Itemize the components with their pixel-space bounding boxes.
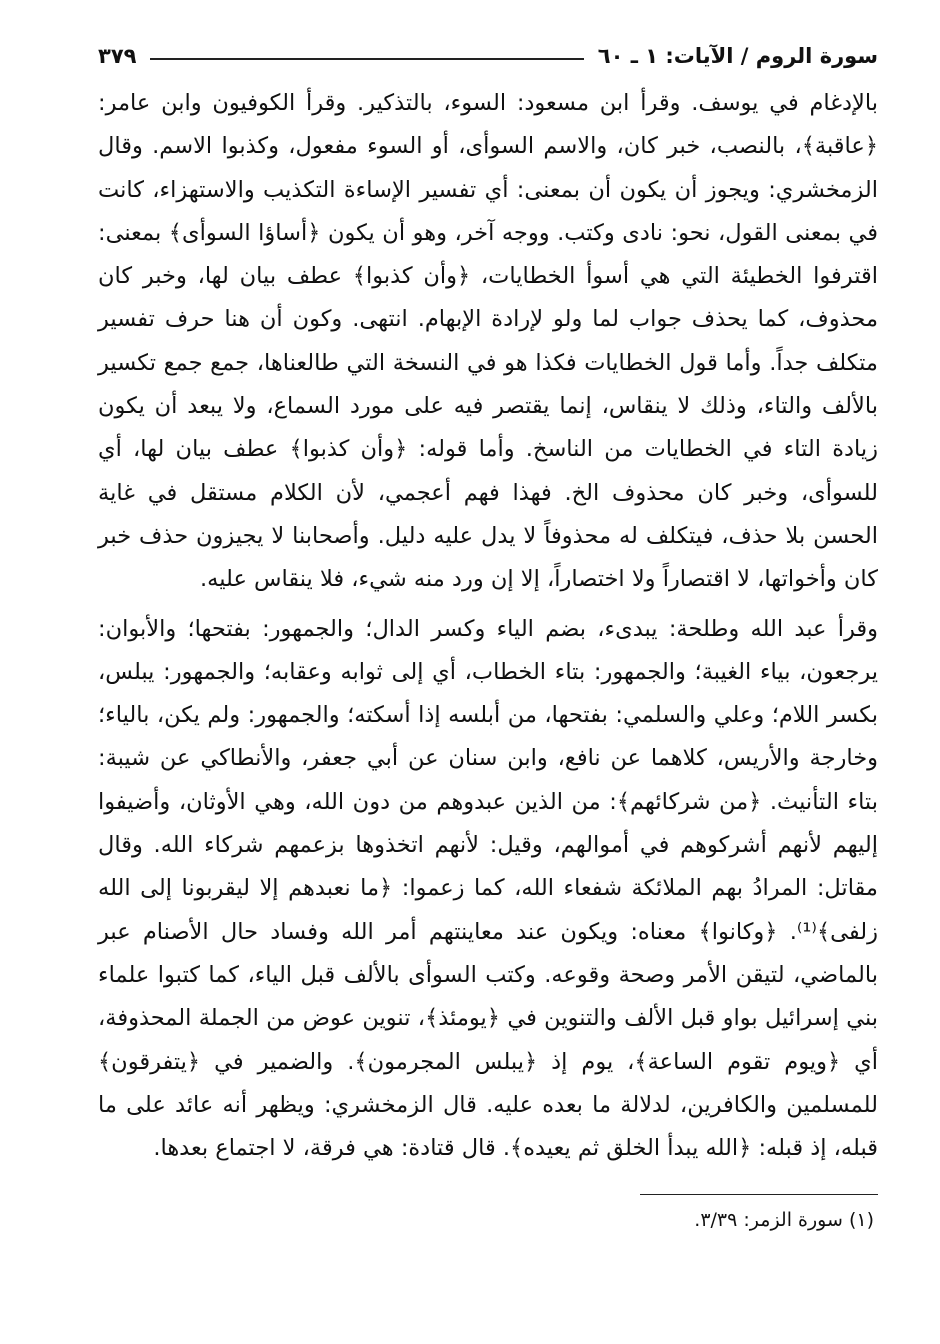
running-header [98, 36, 878, 76]
commentary-paragraph-1: بالإدغام في يوسف. وقرأ ابن مسعود: السوء، بالتذكير. وقرأ الكوفيون وابن عامر: ﴿عاقبة﴾، بالنصب، خبر كان، والاسم السوأى، أو السوء مفعول، وكذبوا الاسم. وقال الزمخشري: ويجوز أن يكون أن بمعنى: أي تفسير الإساءة التكذيب والاستهزاء، كانت في بمعنى القول، نحو: نادى وكتب. ووجه آخر، وهو أن يكون ﴿أساؤا السوأى﴾ بمعنى: اقترفوا الخطيئة التي هي أسوأ الخطايات، ﴿وأن كذبوا﴾ عطف بيان لها، وخبر كان محذوف، كما يحذف جواب لما ولو لإرادة الإبهام. انتهى. وكون أن هنا حرف تفسير متكلف جداً. وأما قول الخطايات فكذا هو في النسخة التي طالعناها، جمع جمع تكسير بالألف والتاء، وذلك لا ينقاس، إنما يقتصر فيه على مورد السماع، ولا يبعد أن يكون زيادة التاء في الخطايات من الناسخ. وأما قوله: ﴿وأن كذبوا﴾ عطف بيان لها، أي للسوأى، وخبر كان محذوف الخ. فهذا فهم أعجمي، لأن الكلام مستقل في غاية الحسن بلا حذف، فيتكلف له محذوفاً لا يدل عليه دليل. وأصحابنا لا يجيزون حذف خبر كان وأخواتها، لا اقتصاراً ولا اختصاراً، إلا إن ورد منه شيء، فلا ينقاس عليه. [98, 90, 878, 593]
book-page [98, 36, 878, 1231]
commentary-paragraph-2: وقرأ عبد الله وطلحة: يبدىء، بضم الياء وكسر الدال؛ والجمهور: بفتحها؛ والأبوان: يرجعون، بياء الغيبة؛ والجمهور: بتاء الخطاب، أي إلى ثوابه وعقابه؛ والجمهور: يبلس، بكسر اللام؛ وعلي والسلمي: بفتحها، من أبلسه إذا أسكته؛ والجمهور: ولم يكن، بالياء؛ وخارجة والأريس، كلاهما عن نافع، وابن سنان عن أبي جعفر، والأنطاكي عن شيبة: بتاء التأنيث. ﴿من شركائهم﴾: من الذين عبدوهم من دون الله، وهي الأوثان، وأضيفوا إليهم لأنهم أشركوهم في أموالهم، وقيل: لأنهم اتخذوها بزعمهم شركاء الله. وقال مقاتل: المرادُ بهم الملائكة شفعاء الله، كما زعموا: ﴿ما نعبدهم إلا ليقربونا إلى الله زلفى﴾⁽¹⁾. ﴿وكانوا﴾ معناه: ويكون عند معاينتهم أمر الله وفساد حال الأصنام عبر بالماضي، لتيقن الأمر وصحة وقوعه. وكتب السوأى بالألف قبل الياء، كما كتبوا علماء بني إسرائيل بواو قبل الألف والتنوين في ﴿يومئذ﴾، تنوين عوض من الجملة المحذوفة، أي ﴿ويوم تقوم الساعة﴾، يوم إذ ﴿يبلس المجرمون﴾. والضمير في ﴿يتفرقون﴾ للمسلمين والكافرين، لدلالة ما بعده عليه. قال الزمخشري: ويظهر أنه عائد على ما قبله، إذ قبله: ﴿الله يبدأ الخلق ثم يعيده﴾. قال قتادة: هي فرقة، لا اجتماع بعدها. [98, 615, 878, 1162]
page-number: ٣٧٩ [98, 44, 137, 68]
footnote-rule [640, 1194, 878, 1195]
surah-header-title: سورة الروم / الآيات: ١ ـ ٦٠ [597, 44, 878, 68]
footnote: (١) سورة الزمر: ٣/٣٩. [694, 1209, 874, 1232]
header-rule [150, 58, 583, 60]
